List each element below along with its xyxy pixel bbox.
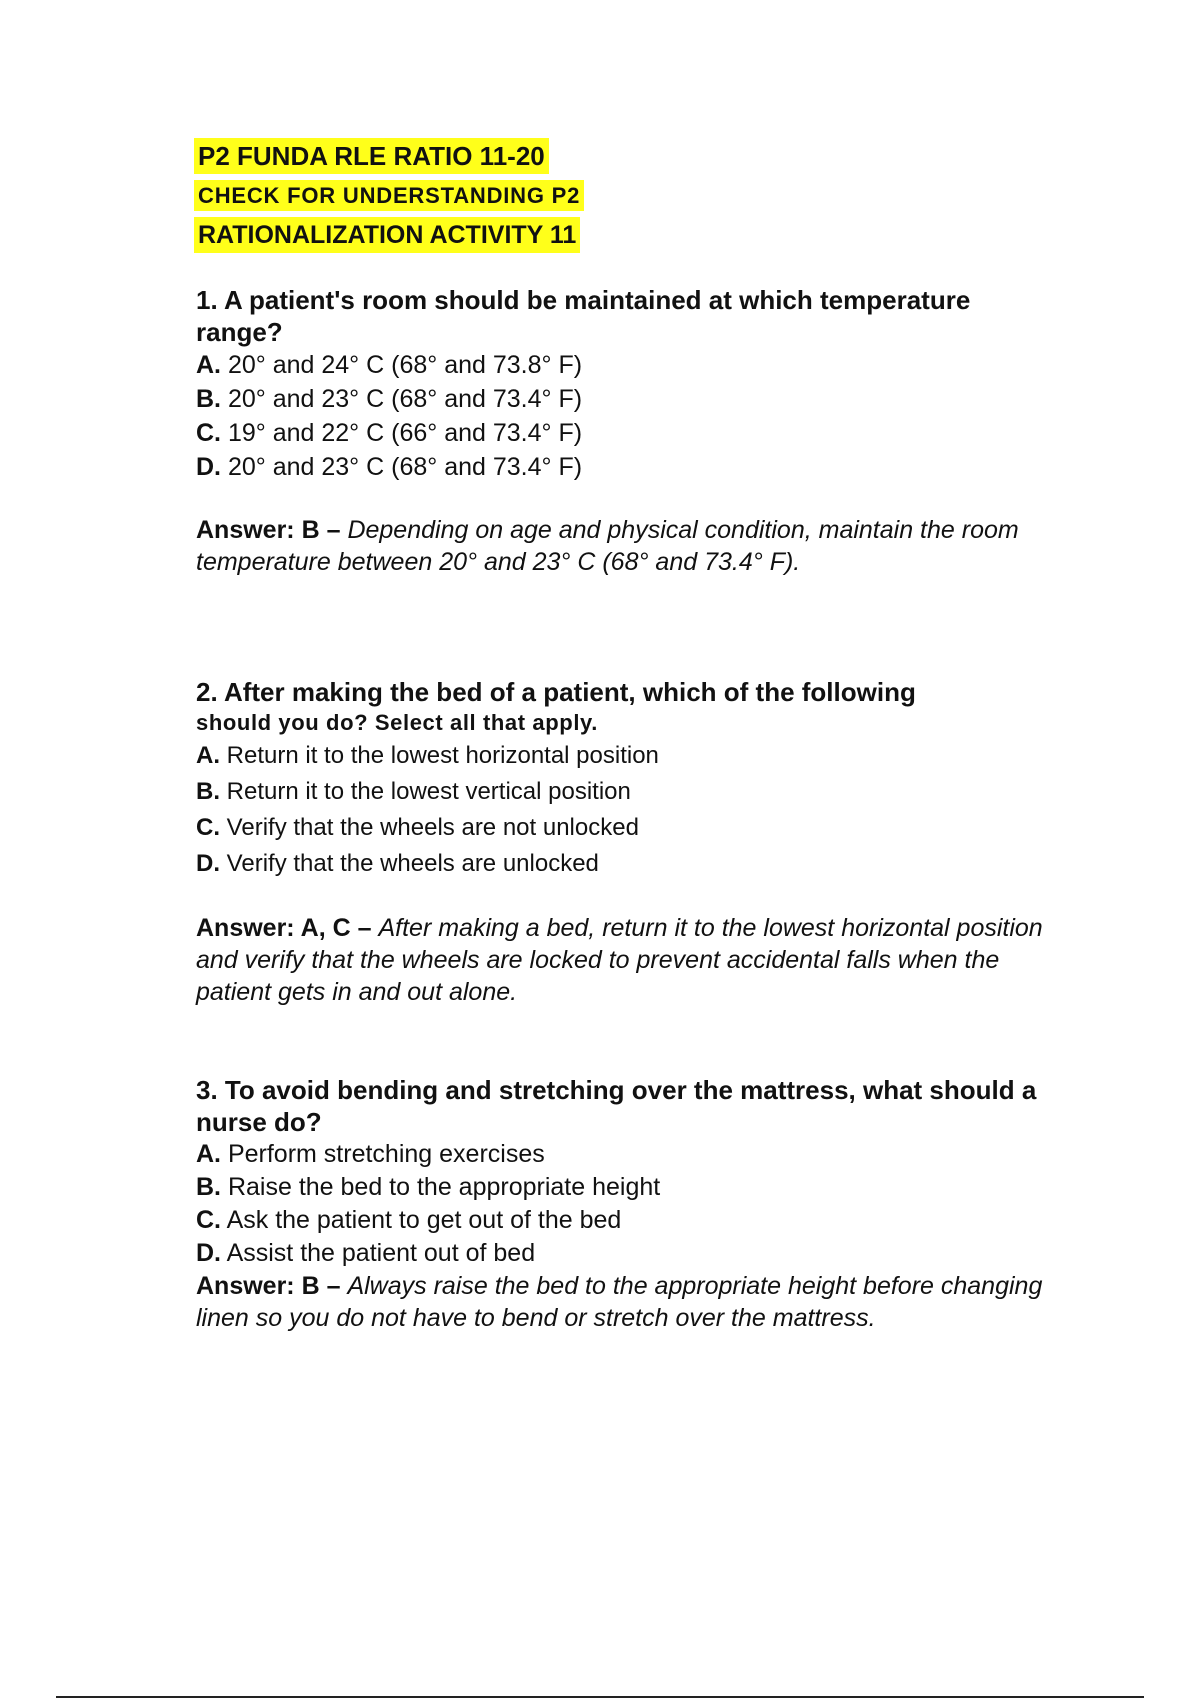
question-1-option-b: B. 20° and 23° C (68° and 73.4° F) [196,385,583,413]
question-3-option-a: A. Perform stretching exercises [196,1140,545,1168]
question-1 [196,284,1056,484]
question-1-answer [196,514,1056,578]
question-1-option-d: D. 20° and 23° C (68° and 73.4° F) [196,453,583,481]
question-3-option-b: B. Raise the bed to the appropriate height [196,1173,661,1201]
answer-label: Answer: B – [196,516,341,544]
answer-rationale: Always raise the bed to the appropriate height before changing linen so you do not have to bend or stretch over the mattress. [196,1272,1043,1332]
question-2-answer [196,912,1056,1008]
question-3-option-c: C. Ask the patient to get out of the bed [196,1206,622,1234]
question-2-option-a: A. Return it to the lowest horizontal position [196,742,659,769]
question-2-option-d: D. Verify that the wheels are unlocked [196,850,599,877]
header-activity: RATIONALIZATION ACTIVITY 11 [194,217,580,253]
question-3-answer [196,1270,1056,1334]
question-1-text: 1. A patient's room should be maintained at which temperature range? [196,285,971,347]
header-block [194,138,1056,253]
question-3 [196,1074,1056,1334]
answer-rationale: Depending on age and physical condition, maintain the room temperature between 20° and 23° C (68° and 73.4° F). [196,516,1019,576]
question-2 [196,676,1056,882]
question-3-text: 3. To avoid bending and stretching over the mattress, what should a nurse do? [196,1075,1037,1137]
answer-label: Answer: B – [196,1272,341,1300]
header-title: P2 FUNDA RLE RATIO 11-20 [194,138,549,174]
answer-label: Answer: A, C – [196,914,372,942]
header-subtitle: CHECK FOR UNDERSTANDING P2 [194,180,584,211]
question-2-instruction: should you do? Select all that apply. [196,710,598,735]
question-2-option-c: C. Verify that the wheels are not unlocked [196,814,639,841]
document-content [196,138,1056,1332]
question-2-option-b: B. Return it to the lowest vertical position [196,778,631,805]
answer-rationale: After making a bed, return it to the lowest horizontal position and verify that the wheels are locked to prevent accidental falls when the patient gets in and out alone. [196,914,1043,1006]
question-3-option-d: D. Assist the patient out of bed [196,1239,536,1267]
page-bottom-rule [56,1696,1144,1698]
question-1-option-a: A. 20° and 24° C (68° and 73.8° F) [196,351,583,379]
question-1-option-c: C. 19° and 22° C (66° and 73.4° F) [196,419,583,447]
question-2-text: 2. After making the bed of a patient, which of the following [196,677,916,707]
